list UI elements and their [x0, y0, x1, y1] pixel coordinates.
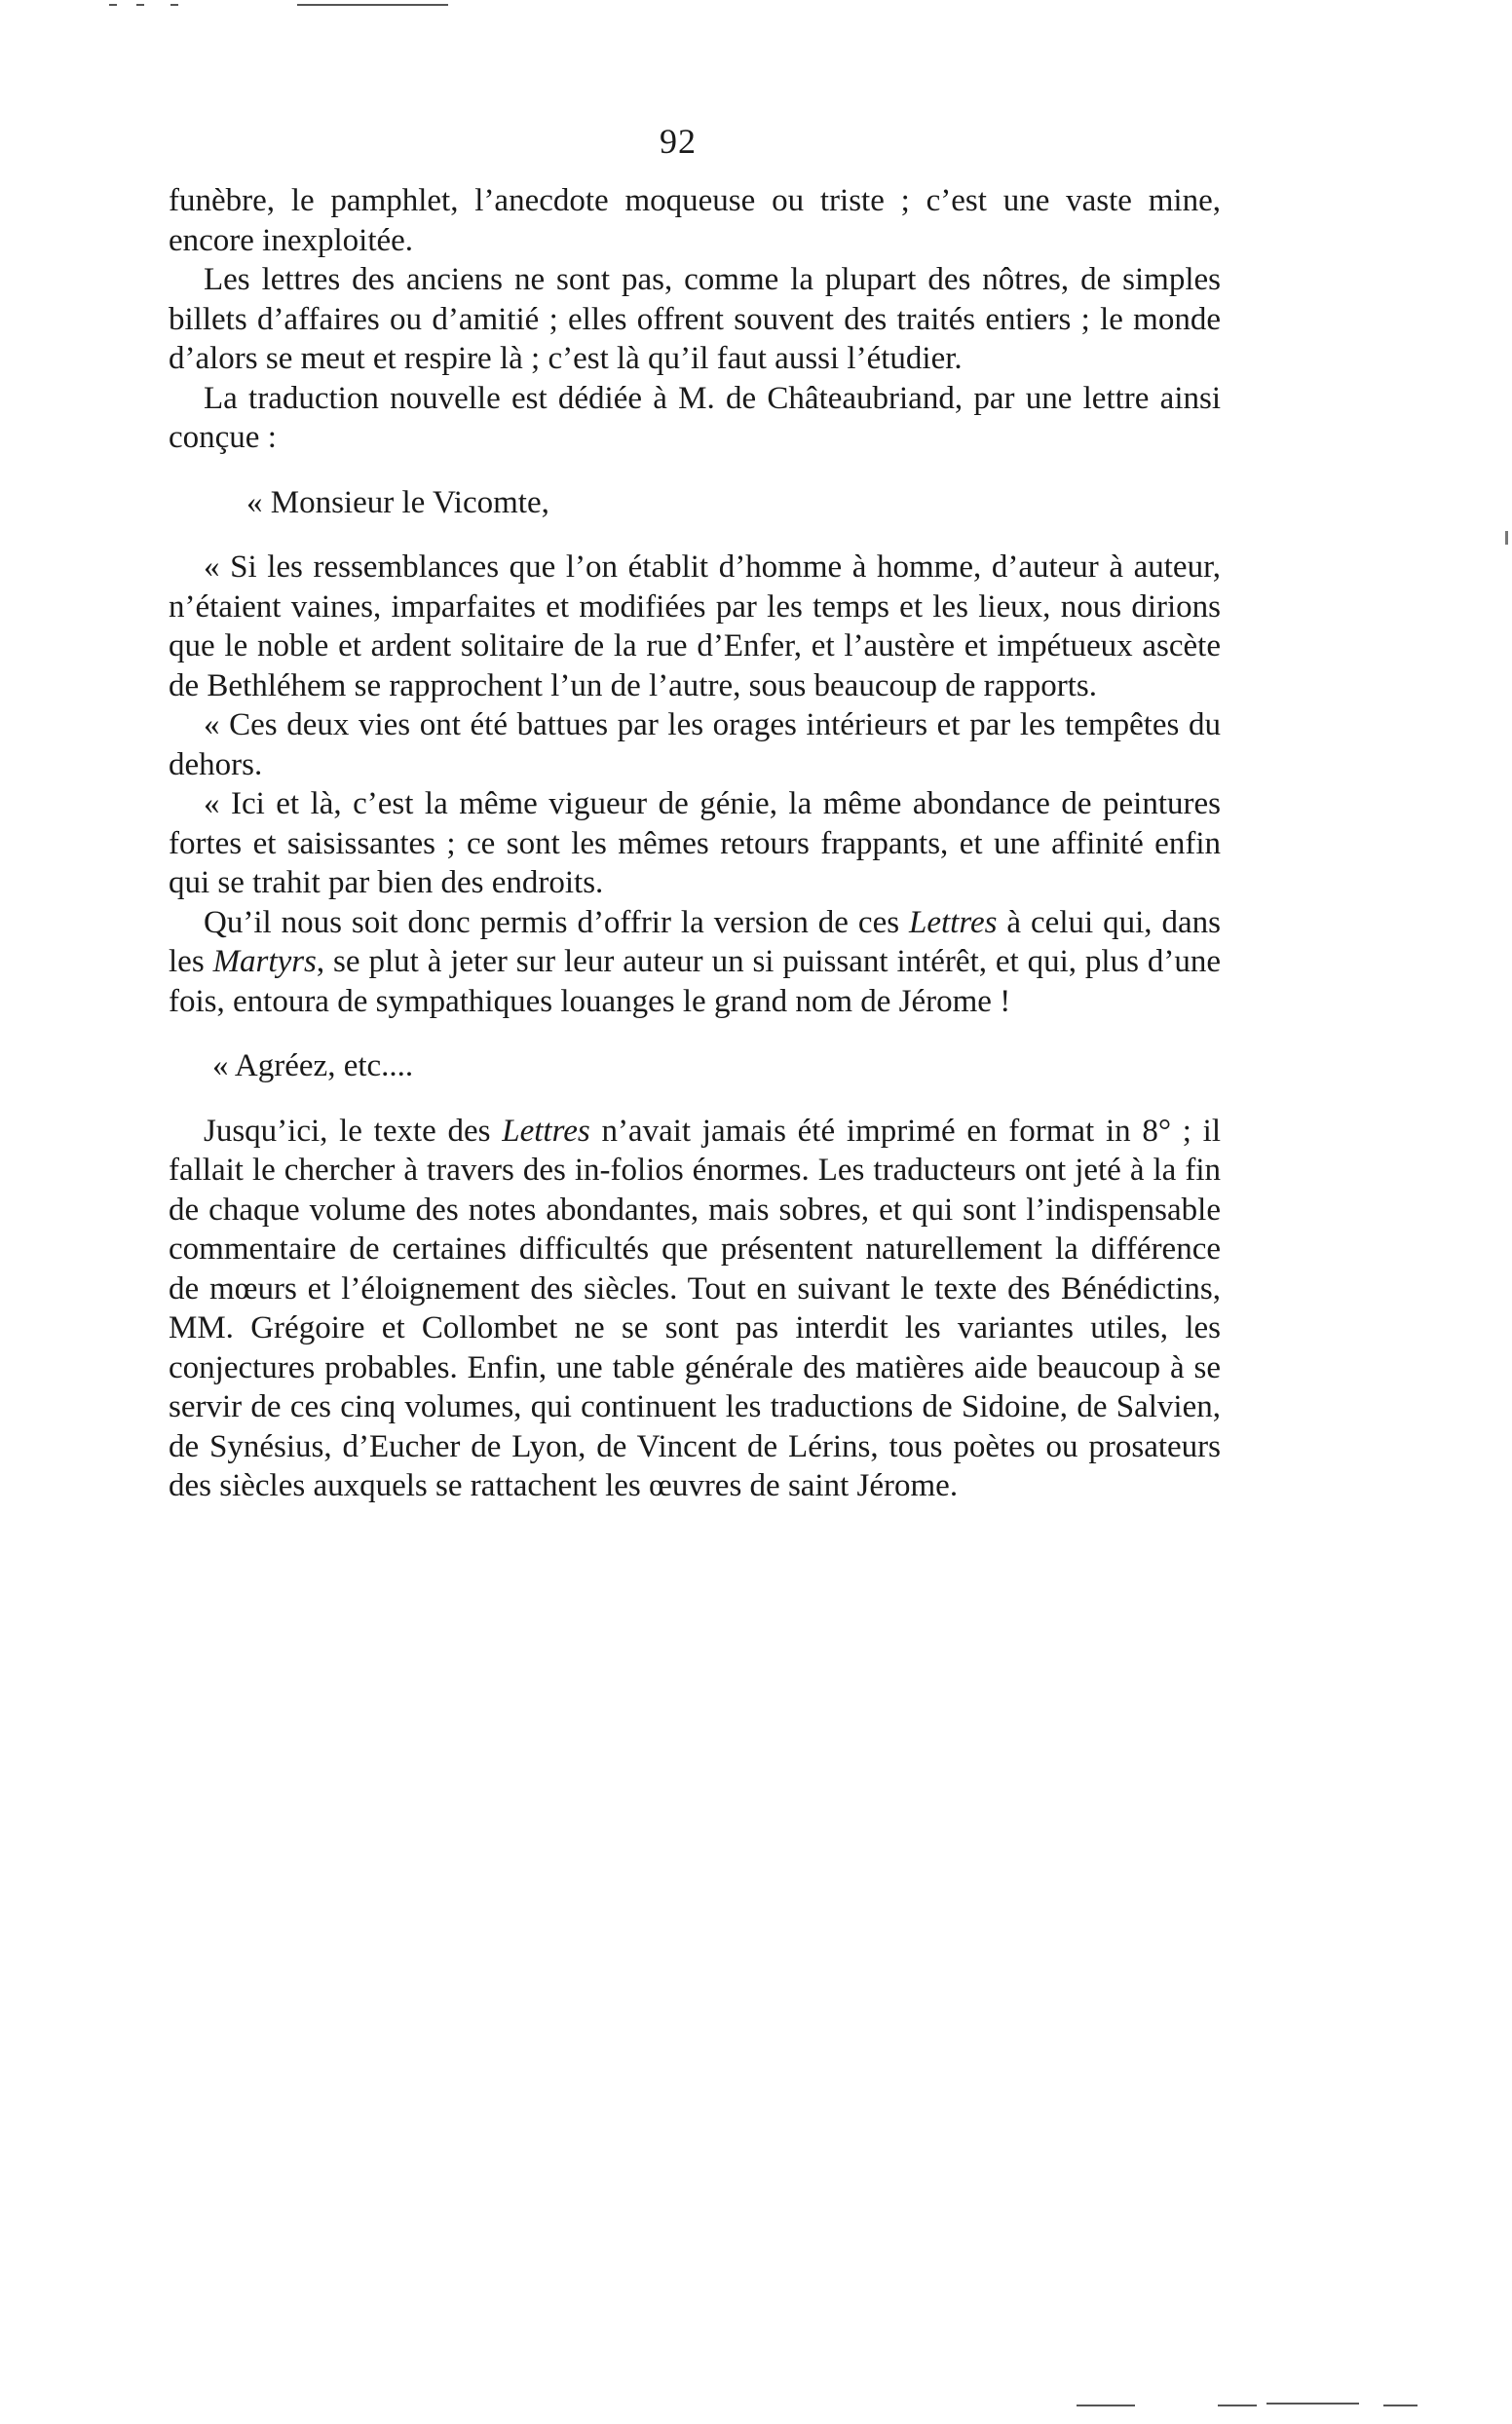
letter-paragraph	[169, 903, 1221, 1022]
scan-mark	[1266, 2403, 1359, 2405]
italic-title: Lettres	[909, 904, 998, 940]
letter-paragraph: « Ici et là, c’est la même vigueur de génie, la même abondance de peintures fortes et saisissantes ; ce sont les mêmes retours frappants, et une affinité enfin qui se trahit par bien des endroits.	[169, 786, 1221, 900]
text-run: Qu’il nous soit donc permis d’offrir la version de ces	[204, 904, 910, 940]
text-run: à celui qui, dans les	[169, 904, 1221, 979]
scan-mark	[136, 4, 144, 6]
scan-mark	[170, 4, 178, 6]
scan-mark	[109, 4, 117, 6]
text-run: Jusqu’ici, le texte des	[204, 1113, 503, 1149]
italic-title: Martyrs	[212, 944, 317, 979]
text-run: , se plut à jeter sur leur auteur un si puissant intérêt, et qui, plus d’une fois, entoura de sympathiques louanges le grand nom de Jérome !	[169, 944, 1221, 1019]
scan-mark	[1383, 2405, 1418, 2406]
scan-mark	[297, 4, 448, 6]
text-run: n’avait jamais été imprimé en format in 8° ; il fallait le chercher à travers des in-folios énormes. Les traducteurs ont jeté à la fin de chaque volume des notes abondantes, mais sobres, et qui sont l’indispensable commentaire de certaines difficultés que présentent naturellement la différence de mœurs et l’éloignement des siècles. Tout en suivant le texte des Bénédictins, MM. Grégoire et Collombet ne se sont pas interdit les variantes utiles, les conjectures probables. Enfin, une table générale des matières aide beaucoup à se servir de ces cinq volumes, qui continuent les traductions de Sidoine, de Salvien, de Synésius, d’Eucher de Lyon, de Vincent de Lérins, tous poètes ou prosateurs des siècles auxquels se rattachent les œuvres de saint Jérome.	[169, 1113, 1222, 1503]
scan-mark	[1077, 2405, 1135, 2406]
italic-title: Lettres	[502, 1113, 590, 1149]
paragraph: funèbre, le pamphlet, l’anecdote moqueuse ou triste ; c’est une vaste mine, encore inexploitée.	[169, 183, 1221, 258]
paragraph	[169, 1112, 1221, 1506]
letter-paragraph: « Si les ressemblances que l’on établit d’homme à homme, d’auteur à auteur, n’étaient vaines, imparfaites et modifiées par les temps et les lieux, nous dirions que le noble et ardent solitaire de la rue d’Enfer, et l’austère et impétueux ascète de Bethléhem se rapprochent l’un de l’autre, sous beaucoup de rapports.	[169, 549, 1221, 703]
scan-speck	[1505, 531, 1508, 545]
body-text	[169, 181, 1221, 1506]
letter-paragraph: « Ces deux vies ont été battues par les orages intérieurs et par les tempêtes du dehors.	[169, 707, 1221, 782]
paragraph: La traduction nouvelle est dédiée à M. de Châteaubriand, par une lettre ainsi conçue :	[169, 380, 1221, 455]
letter-salutation: « Monsieur le Vicomte,	[246, 484, 549, 520]
paragraph: Les lettres des anciens ne sont pas, comme la plupart des nôtres, de simples billets d’affaires ou d’amitié ; elles offrent souvent des traités entiers ; le monde d’alors se meut et respire là ; c’est là qu’il faut aussi l’étudier.	[169, 262, 1221, 376]
page-number: 92	[660, 122, 697, 161]
scan-mark	[1218, 2405, 1257, 2406]
letter-closing: « Agréez, etc....	[212, 1048, 414, 1083]
